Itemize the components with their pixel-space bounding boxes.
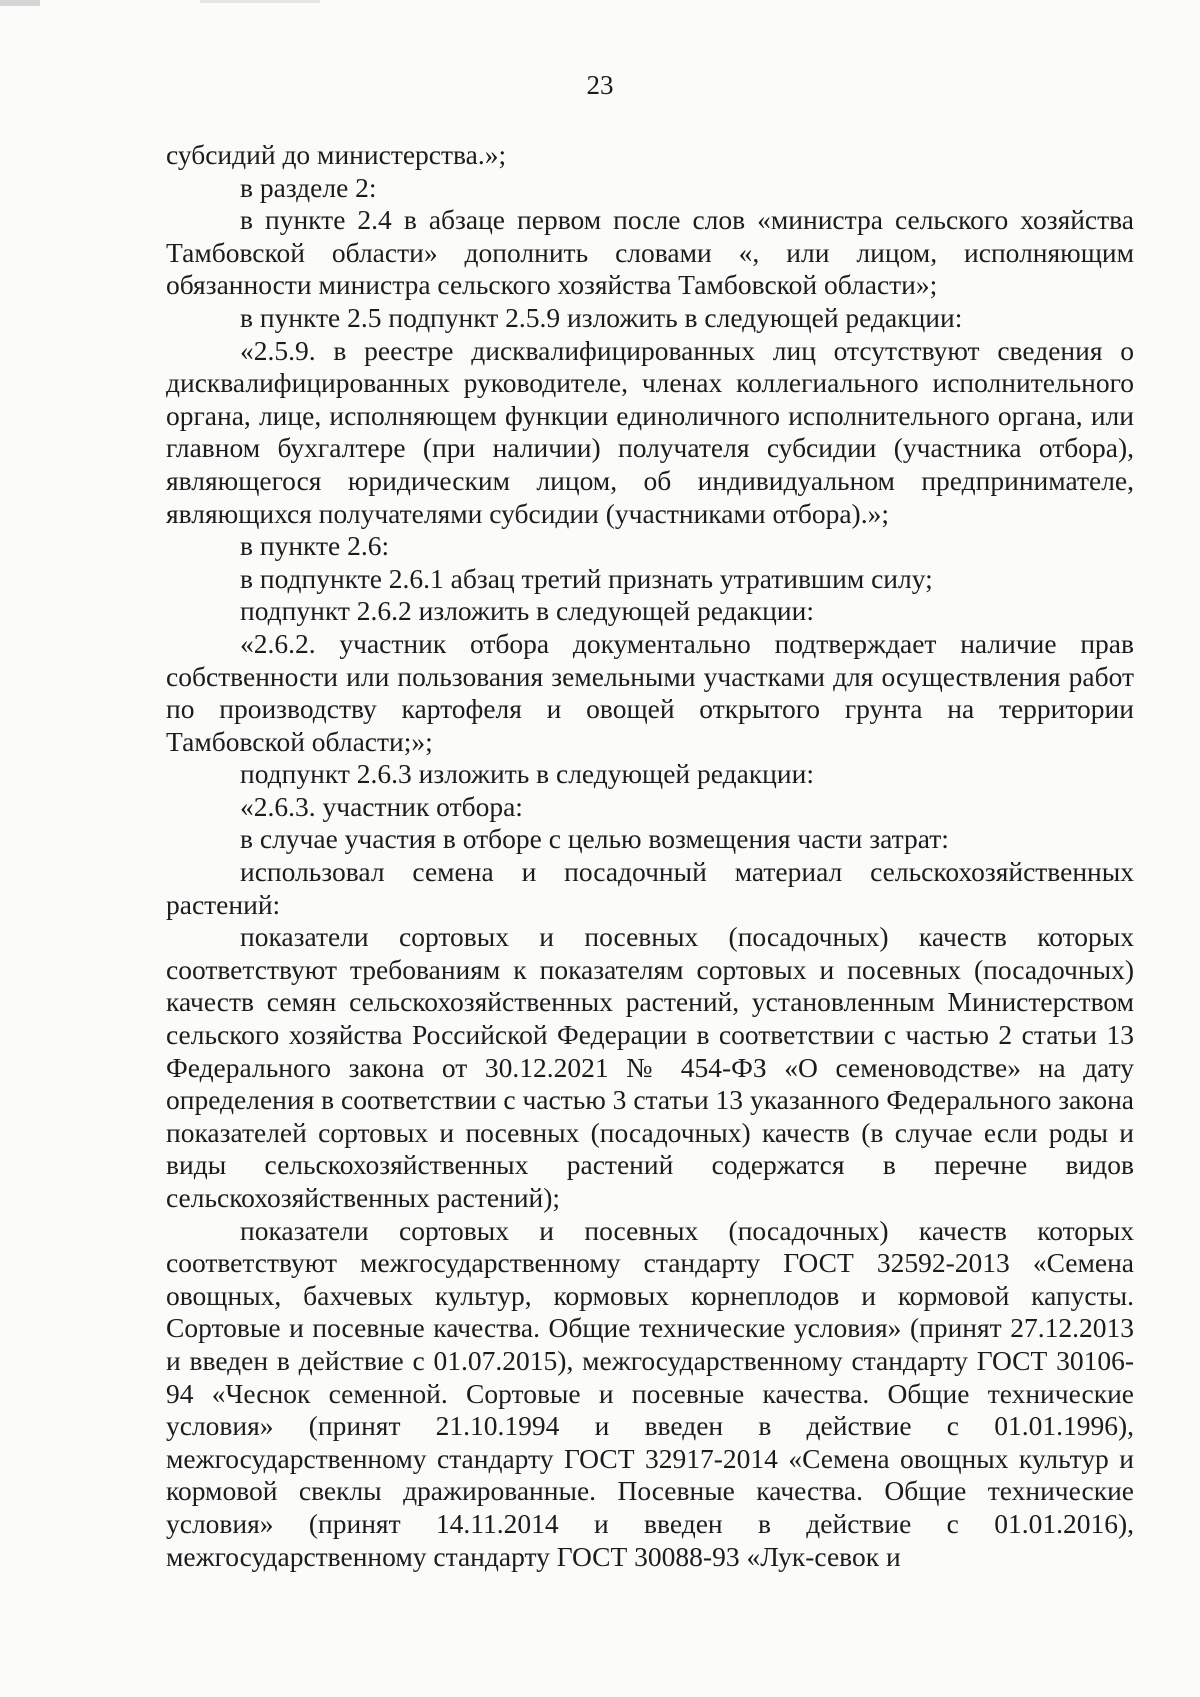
paragraph: подпункт 2.6.3 изложить в следующей редакции: <box>240 758 814 790</box>
page-number: 23 <box>586 70 614 100</box>
paragraph: субсидий до министерства.»; <box>166 139 507 170</box>
paragraph: «2.6.3. участник отбора: <box>240 790 523 822</box>
paragraph: использовал семена и посадочный материал сельскохозяйственных растений: <box>166 856 1134 920</box>
paragraph: «2.6.2. участник отбора документально подтверждает наличие прав собственности или пользования земельными участками для осуществления работ по производству картофеля и овощей открытого грунта на территории Тамбовской области;»; <box>166 627 1134 757</box>
scan-artifact <box>200 0 320 3</box>
paragraph: подпункт 2.6.2 изложить в следующей редакции: <box>240 595 814 627</box>
scan-artifact <box>0 0 40 6</box>
paragraph: «2.5.9. в реестре дисквалифицированных лиц отсутствуют сведения о дисквалифицированных руководителе, членах коллегиального исполнительного органа, лице, исполняющем функции единоличного исполнительного органа, или главном бухгалтере (при наличии) получателя субсидии (участника отбора), являющегося юридическим лицом, об индивидуальном предпринимателе, являющихся получателями субсидии (участниками отбора).»; <box>166 334 1134 529</box>
paragraph: в пункте 2.4 в абзаце первом после слов «министра сельского хозяйства Тамбовской области» дополнить словами «, или лицом, исполняющим обязанности министра сельского хозяйства Тамбовской области»; <box>166 204 1134 301</box>
document-body <box>166 139 1134 1573</box>
paragraph: в пункте 2.6: <box>240 530 390 562</box>
paragraph: в подпункте 2.6.1 абзац третий признать утратившим силу; <box>240 562 933 594</box>
paragraph: показатели сортовых и посевных (посадочных) качеств которых соответствуют требованиям к показателям сортовых и посевных (посадочных) качеств семян сельскохозяйственных растений, установленным Министерством сельского хозяйства Российской Федерации в соответствии с частью 2 статьи 13 Федерального закона от 30.12.2021 № 454-ФЗ «О семеноводстве» на дату определения в соответствии с частью 3 статьи 13 указанного Федерального закона показателей сортовых и посевных (посадочных) качеств (в случае если роды и виды сельскохозяйственных растений содержатся в перечне видов сельскохозяйственных растений); <box>166 921 1134 1213</box>
paragraph: в разделе 2: <box>240 171 377 203</box>
paragraph: в пункте 2.5 подпункт 2.5.9 изложить в следующей редакции: <box>240 301 963 333</box>
paragraph: в случае участия в отборе с целью возмещения части затрат: <box>240 823 949 855</box>
paragraph: показатели сортовых и посевных (посадочных) качеств которых соответствуют межгосударственному стандарту ГОСТ 32592-2013 «Семена овощных, бахчевых культур, кормовых корнеплодов и кормовой капусты. Сортовые и посевные качества. Общие технические условия» (принят 27.12.2013 и введен в действие с 01.07.2015), межгосударственному стандарту ГОСТ 30106-94 «Чеснок семенной. Сортовые и посевные качества. Общие технические условия» (принят 21.10.1994 и введен в действие с 01.01.1996), межгосударственному стандарту ГОСТ 32917-2014 «Семена овощных культур и кормовой свеклы дражированные. Посевные качества. Общие технические условия» (принят 14.11.2014 и введен в действие с 01.01.2016), межгосударственному стандарту ГОСТ 30088-93 «Лук-севок и <box>166 1214 1134 1572</box>
